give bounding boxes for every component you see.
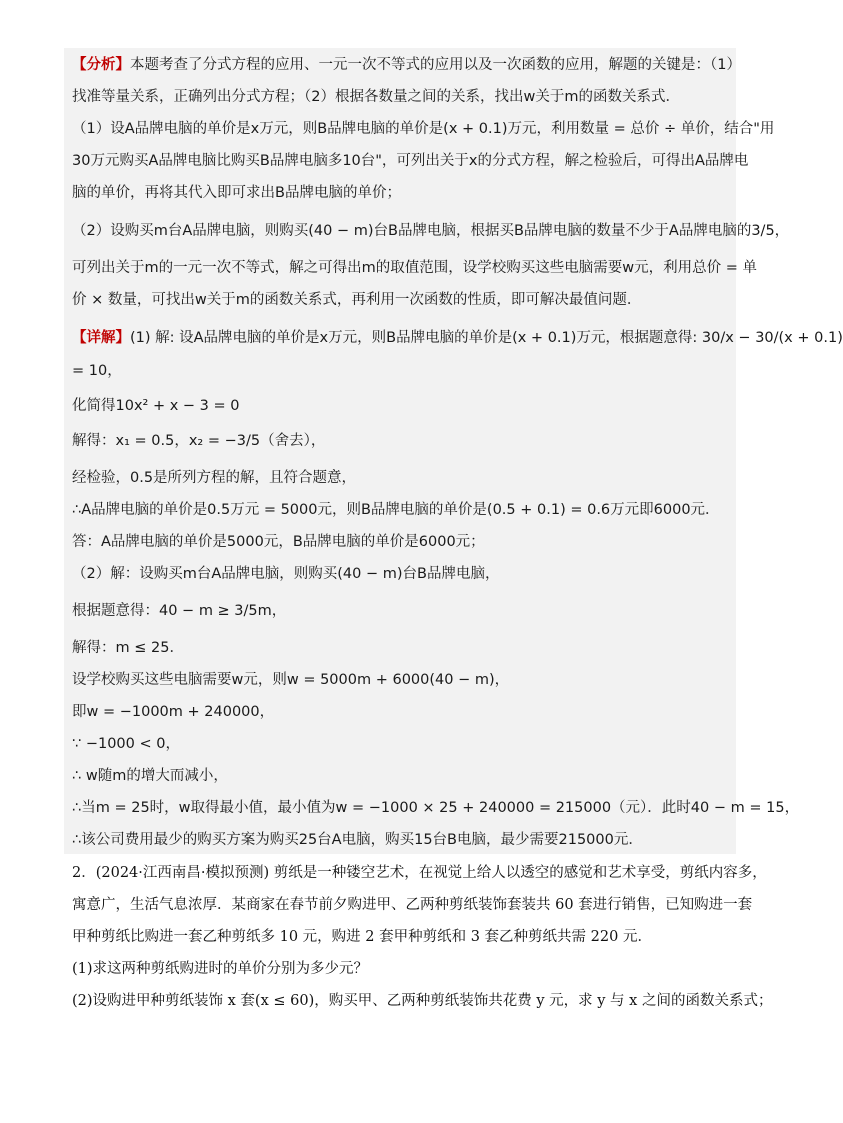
detail-line-2: = 10， xyxy=(72,363,122,379)
analysis-line-8: 价 × 数量，可找出w关于m的函数关系式，再利用一次函数的性质，即可解决最值问题． xyxy=(72,292,642,308)
detail-line-13: ∵ −1000 < 0， xyxy=(72,736,180,752)
analysis-line-7: 可列出关于m的一元一次不等式，解之可得出m的取值范围，设学校购买这些电脑需要w元，利用总价 = 单 xyxy=(72,260,757,276)
detail-tag: 【详解】 xyxy=(72,330,130,346)
detail-line-9: 根据题意得：40 − m ≥ 3/5m， xyxy=(72,603,287,619)
analysis-line-1: 【分析】本题考查了分式方程的应用、一元一次不等式的应用以及一次函数的应用，解题的关键是：（1） xyxy=(72,57,741,73)
detail-line-5: 经检验，0.5是所列方程的解，且符合题意， xyxy=(72,470,357,486)
detail-line-14: ∴ w随m的增大而减小， xyxy=(72,768,228,784)
analysis-line-2: 找准等量关系，正确列出分式方程；（2）根据各数量之间的关系，找出w关于m的函数关系式． xyxy=(72,89,680,105)
detail-line-15: ∴当m = 25时，w取得最小值，最小值为w = −1000 × 25 + 240000 = 215000（元）．此时40 − m = 15， xyxy=(72,800,800,816)
question-line-5: (2)设购进甲种剪纸装饰 x 套(x ≤ 60)，购买甲、乙两种剪纸装饰共花费 y 元，求 y 与 x 之间的函数关系式； xyxy=(72,993,773,1009)
analysis-line-6: （2）设购买m台A品牌电脑，则购买(40 − m)台B品牌电脑，根据买B品牌电脑的数量不少于A品牌电脑的3/5， xyxy=(72,223,790,239)
analysis-tag: 【分析】 xyxy=(72,57,130,73)
detail-line-3: 化简得10x² + x − 3 = 0 xyxy=(72,398,240,414)
detail-line-6: ∴A品牌电脑的单价是0.5万元 = 5000元，则B品牌电脑的单价是(0.5 + 0.1) = 0.6万元即6000元． xyxy=(72,502,720,518)
detail-line-8: （2）解：设购买m台A品牌电脑，则购买(40 − m)台B品牌电脑， xyxy=(72,566,500,582)
detail-line-7: 答：A品牌电脑的单价是5000元，B品牌电脑的单价是6000元； xyxy=(72,534,485,550)
detail-line-10: 解得：m ≤ 25． xyxy=(72,640,184,656)
question-line-3: 甲种剪纸比购进一套乙种剪纸多 10 元，购进 2 套甲种剪纸和 3 套乙种剪纸共需 220 元． xyxy=(72,929,652,945)
analysis-line-4: 30万元购买A品牌电脑比购买B品牌电脑多10台"，可列出关于x的分式方程，解之检验后，可得出A品牌电 xyxy=(72,153,749,169)
detail-line-1: 【详解】(1) 解: 设A品牌电脑的单价是x万元，则B品牌电脑的单价是(x + 0.1)万元，根据题意得: 30/x − 30/(x + 0.1) xyxy=(72,330,843,346)
detail-line-16: ∴该公司费用最少的购买方案为购买25台A电脑，购买15台B电脑，最少需要215000元． xyxy=(72,832,643,848)
analysis-line-3: （1）设A品牌电脑的单价是x万元，则B品牌电脑的单价是(x + 0.1)万元，利用数量 = 总价 ÷ 单价，结合"用 xyxy=(72,121,775,137)
analysis-line-5: 脑的单价，再将其代入即可求出B品牌电脑的单价； xyxy=(72,185,401,201)
question-line-1: 2．(2024·江西南昌·模拟预测) 剪纸是一种镂空艺术，在视觉上给人以透空的感觉和艺术享受，剪纸内容多， xyxy=(72,865,767,881)
question-line-2: 寓意广，生活气息浓厚．某商家在春节前夕购进甲、乙两种剪纸装饰套装共 60 套进行销售，已知购进一套 xyxy=(72,897,753,913)
detail-line-12: 即w = −1000m + 240000， xyxy=(72,704,275,720)
detail-line-4: 解得：x₁ = 0.5，x₂ = −3/5（舍去）， xyxy=(72,433,326,449)
question-line-4: (1)求这两种剪纸购进时的单价分别为多少元？ xyxy=(72,961,369,977)
detail-line-11: 设学校购买这些电脑需要w元，则w = 5000m + 6000(40 − m)， xyxy=(72,672,510,688)
